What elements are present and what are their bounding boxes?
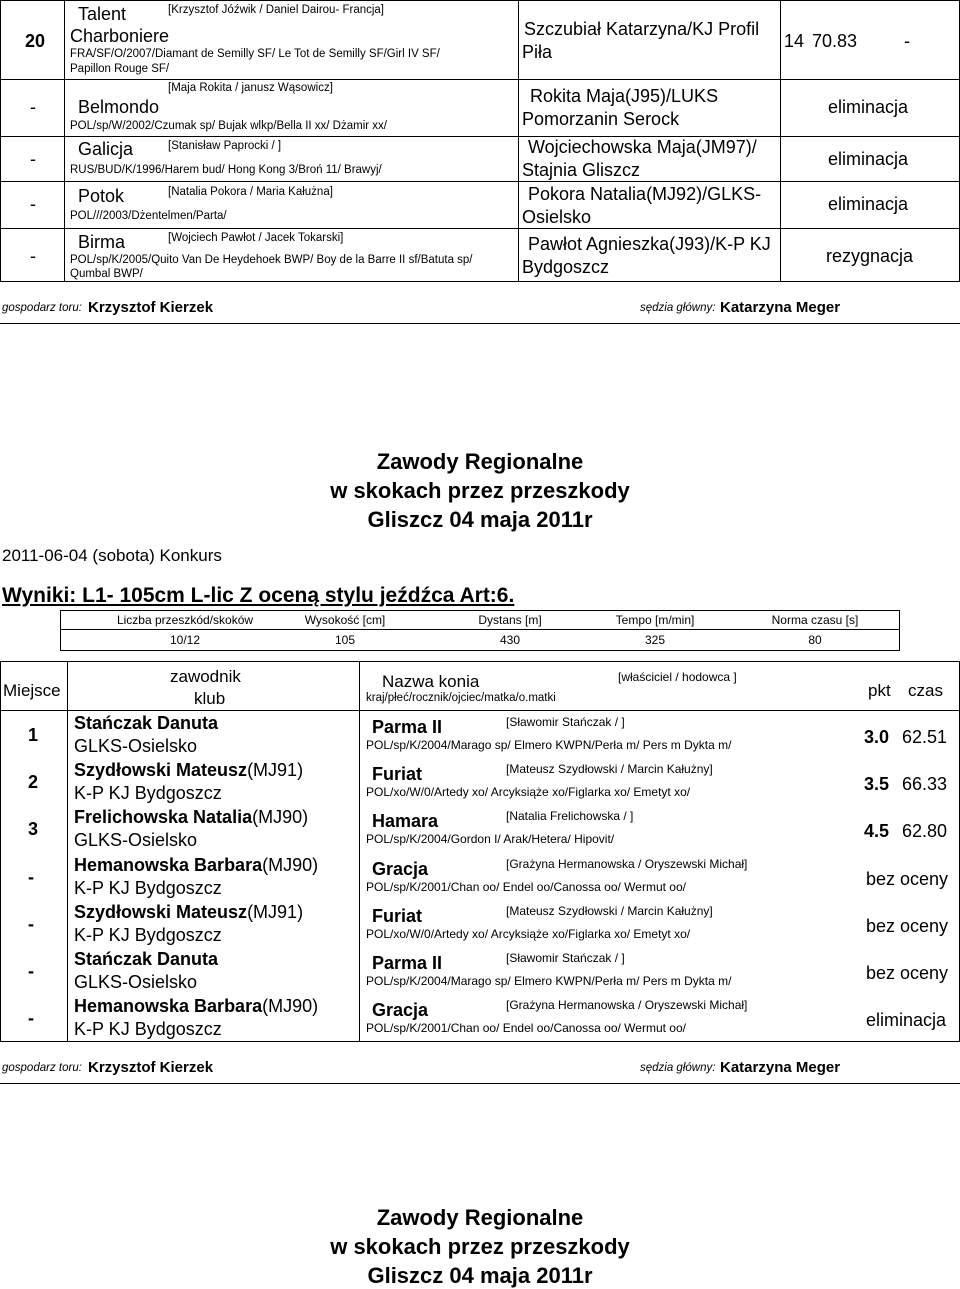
owner: [Stanisław Paprocki / ] xyxy=(168,140,282,152)
result: eliminacja xyxy=(828,149,909,169)
pedigree: POL/xo/W/0/Artedy xo/ Arcyksiąże xo/Figlarka xo/ Emetyt xo/ xyxy=(366,927,691,941)
rider-name-text: Hemanowska Barbara xyxy=(74,996,263,1016)
horse-name: Furiat xyxy=(372,906,423,926)
judge-name: Katarzyna Meger xyxy=(720,299,841,316)
result: bez oceny xyxy=(866,963,949,983)
horse-name: Galicja xyxy=(78,139,134,159)
param-header: Tempo [m/min] xyxy=(615,613,695,627)
pkt: 3.0 xyxy=(864,727,890,747)
rider-club: Szczubiał Katarzyna/KJ Profil xyxy=(524,19,760,39)
pedigree: POL/sp/K/2005/Quito Van De Heydehoek BWP/ Boy de la Barre II sf/Batuta sp/ xyxy=(70,254,473,266)
pedigree: POL///2003/Dżentelmen/Parta/ xyxy=(70,210,227,222)
event-subtitle: w skokach przez przeszkody xyxy=(330,478,630,503)
owner: [Sławomir Stańczak / ] xyxy=(506,715,625,729)
place: - xyxy=(28,961,34,981)
param-value: 10/12 xyxy=(169,633,201,647)
rider-name-text: Stańczak Danuta xyxy=(74,713,219,733)
rider-category: (MJ91) xyxy=(247,902,304,922)
owner: [Sławomir Stańczak / ] xyxy=(506,951,625,965)
club: K-P KJ Bydgoszcz xyxy=(74,925,222,945)
pedigree: POL/xo/W/0/Artedy xo/ Arcyksiąże xo/Figlarka xo/ Emetyt xo/ xyxy=(366,785,691,799)
event-subtitle: w skokach przez przeszkody xyxy=(330,1234,630,1259)
rider-category: (MJ90) xyxy=(252,807,309,827)
horse-name-line2: Charboniere xyxy=(70,26,170,46)
czas: 66.33 xyxy=(902,774,948,794)
col-header-club: klub xyxy=(194,689,226,708)
club: K-P KJ Bydgoszcz xyxy=(74,878,222,898)
rider-club: Pawłot Agnieszka(J93)/K-P KJ xyxy=(528,234,771,254)
result: eliminacja xyxy=(828,97,909,117)
rider-name xyxy=(74,855,318,876)
owner: [Maja Rokita / janusz Wąsowicz] xyxy=(168,82,333,94)
rider-club-line2: Piła xyxy=(522,42,553,62)
place: 2 xyxy=(28,772,39,792)
param-header: Norma czasu [s] xyxy=(771,613,859,627)
pedigree: POL/sp/K/2001/Chan oo/ Endel oo/Canossa oo/ Wermut oo/ xyxy=(366,1021,686,1035)
place: 3 xyxy=(28,819,39,839)
place: - xyxy=(28,914,34,934)
rider-name xyxy=(74,902,303,923)
place: - xyxy=(28,1008,34,1028)
host-label: gospodarz toru: xyxy=(2,302,82,314)
horse-name: Gracja xyxy=(372,859,429,879)
col-header-owner: [właściciel / hodowca ] xyxy=(618,670,737,684)
judge-name: Katarzyna Meger xyxy=(720,1059,841,1076)
pedigree: FRA/SF/O/2007/Diamant de Semilly SF/ Le Tot de Semilly SF/Girl IV SF/ xyxy=(70,48,440,60)
col-header-rider: zawodnik xyxy=(170,667,241,686)
judge-label: sędzia główny: xyxy=(640,1062,716,1074)
horse-name: Potok xyxy=(78,186,125,206)
param-header: Wysokość [cm] xyxy=(304,613,386,627)
rider-name xyxy=(74,760,303,781)
param-header: Dystans [m] xyxy=(478,613,542,627)
place: - xyxy=(30,246,36,266)
result: eliminacja xyxy=(828,194,909,214)
param-value: 80 xyxy=(808,633,822,647)
event-date-place: Gliszcz 04 maja 2011r xyxy=(367,507,593,532)
club: K-P KJ Bydgoszcz xyxy=(74,783,222,803)
rider-club: Pokora Natalia(MJ92)/GLKS- xyxy=(528,184,762,204)
owner: [Grażyna Hermanowska / Oryszewski Michał] xyxy=(506,857,748,871)
pedigree: POL/sp/K/2004/Marago sp/ Elmero KWPN/Perła m/ Pers m Dykta m/ xyxy=(366,974,732,988)
owner: [Natalia Frelichowska / ] xyxy=(506,809,634,823)
param-header: Liczba przeszkód/skoków xyxy=(116,613,254,627)
place: - xyxy=(28,867,34,887)
col-header-czas: czas xyxy=(908,681,943,700)
host-name: Krzysztof Kierzek xyxy=(88,1059,214,1076)
horse-name: Furiat xyxy=(372,764,423,784)
pedigree: POL/sp/K/2004/Marago sp/ Elmero KWPN/Perła m/ Pers m Dykta m/ xyxy=(366,738,732,752)
rider-name xyxy=(74,713,218,734)
param-value: 325 xyxy=(644,633,666,647)
czas: 70.83 xyxy=(812,31,858,51)
rider-category: (MJ90) xyxy=(262,996,319,1016)
rider-club-line2: Pomorzanin Serock xyxy=(522,109,680,129)
result: bez oceny xyxy=(866,869,949,889)
czas: 62.80 xyxy=(902,821,948,841)
owner: [Krzysztof Jóźwik / Daniel Dairou- Francja] xyxy=(168,4,385,16)
rider-club-line2: Stajnia Gliszcz xyxy=(522,160,641,180)
club: GLKS-Osielsko xyxy=(74,830,198,850)
result: - xyxy=(904,31,910,51)
col-header-place: Miejsce xyxy=(3,681,61,700)
horse-name: Birma xyxy=(78,232,126,252)
results-title: Wyniki: L1- 105cm L-lic Z oceną stylu jeźdźca Art:6. xyxy=(2,584,515,607)
rider-club-line2: Bydgoszcz xyxy=(522,257,610,277)
col-header-pedigree: kraj/płeć/rocznik/ojciec/matka/o.matki xyxy=(366,692,556,704)
owner: [Grażyna Hermanowska / Oryszewski Michał] xyxy=(506,998,748,1012)
pkt: 4.5 xyxy=(864,821,890,841)
event-date-place: Gliszcz 04 maja 2011r xyxy=(367,1263,593,1288)
rider-name xyxy=(74,807,308,828)
place: - xyxy=(30,97,36,117)
event-title: Zawody Regionalne xyxy=(376,1205,584,1230)
horse-name: Gracja xyxy=(372,1000,429,1020)
rider-name-text: Szydłowski Mateusz xyxy=(74,760,248,780)
rider-category: (MJ90) xyxy=(262,855,319,875)
place: - xyxy=(30,149,36,169)
rider-club: Wojciechowska Maja(JM97)/ xyxy=(528,137,757,157)
club: GLKS-Osielsko xyxy=(74,736,198,756)
col-header-pkt: pkt xyxy=(868,681,891,700)
event-title: Zawody Regionalne xyxy=(376,449,584,474)
club: GLKS-Osielsko xyxy=(74,972,198,992)
result: eliminacja xyxy=(866,1010,947,1030)
rider-name-text: Frelichowska Natalia xyxy=(74,807,253,827)
horse-name: Belmondo xyxy=(78,97,160,117)
rider-name-text: Hemanowska Barbara xyxy=(74,855,263,875)
judge-label: sędzia główny: xyxy=(640,302,716,314)
rider-club: Rokita Maja(J95)/LUKS xyxy=(530,86,719,106)
pedigree: RUS/BUD/K/1996/Harem bud/ Hong Kong 3/Broń 11/ Brawyj/ xyxy=(70,164,382,176)
host-name: Krzysztof Kierzek xyxy=(88,299,214,316)
czas: 62.51 xyxy=(902,727,948,747)
pedigree: POL/sp/K/2004/Gordon I/ Arak/Hetera/ Hipovit/ xyxy=(366,832,615,846)
pedigree: POL/sp/W/2002/Czumak sp/ Bujak wlkp/Bella II xx/ Dżamir xx/ xyxy=(70,120,387,132)
col-header-horse: Nazwa konia xyxy=(382,672,480,691)
rider-category: (MJ91) xyxy=(247,760,304,780)
horse-name: Hamara xyxy=(372,811,439,831)
rider-name xyxy=(74,996,318,1017)
place: 1 xyxy=(28,725,39,745)
result: bez oceny xyxy=(866,916,949,936)
place: - xyxy=(30,194,36,214)
rider-name xyxy=(74,949,218,970)
rider-club-line2: Osielsko xyxy=(522,207,592,227)
param-value: 430 xyxy=(499,633,521,647)
pedigree: POL/sp/K/2001/Chan oo/ Endel oo/Canossa oo/ Wermut oo/ xyxy=(366,880,686,894)
owner: [Mateusz Szydłowski / Marcin Kałużny] xyxy=(506,762,713,776)
place: 20 xyxy=(25,31,46,51)
club: K-P KJ Bydgoszcz xyxy=(74,1019,222,1039)
result: rezygnacja xyxy=(826,246,914,266)
rider-name-text: Szydłowski Mateusz xyxy=(74,902,248,922)
pedigree-line2: Qumbal BWP/ xyxy=(70,268,143,280)
horse-name: Parma II xyxy=(372,953,443,973)
horse-name: Talent xyxy=(78,4,127,24)
owner: [Mateusz Szydłowski / Marcin Kałużny] xyxy=(506,904,713,918)
pkt: 14 xyxy=(784,31,805,51)
pedigree-line2: Papillon Rouge SF/ xyxy=(70,63,170,75)
host-label: gospodarz toru: xyxy=(2,1062,82,1074)
rider-name-text: Stańczak Danuta xyxy=(74,949,219,969)
param-value: 105 xyxy=(334,633,356,647)
pkt: 3.5 xyxy=(864,774,890,794)
competition-date: 2011-06-04 (sobota) Konkurs xyxy=(2,546,222,565)
owner: [Natalia Pokora / Maria Kałużna] xyxy=(168,186,333,198)
horse-name: Parma II xyxy=(372,717,443,737)
owner: [Wojciech Pawłot / Jacek Tokarski] xyxy=(168,232,344,244)
